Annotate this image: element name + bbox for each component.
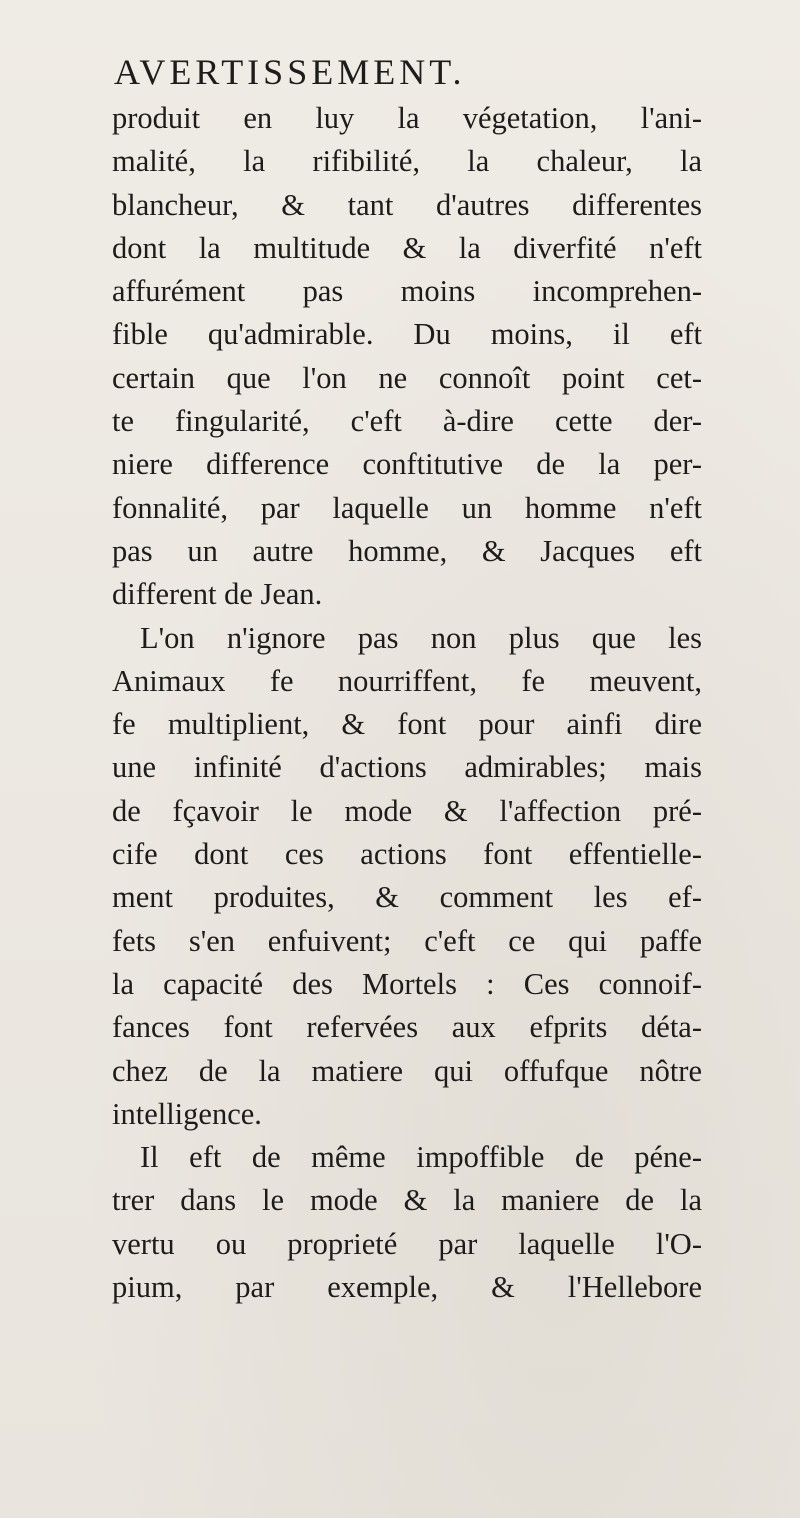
text-line: Animaux fe nourriffent, fe meuvent,	[112, 663, 702, 698]
text-line: certain que l'on ne connoît point cet-	[112, 360, 702, 395]
text-line: trer dans le mode & la maniere de la	[112, 1183, 702, 1218]
text-line: fe multiplient, & font pour ainfi dire	[112, 707, 702, 742]
text-line: dont la multitude & la diverfité n'eft	[112, 230, 702, 265]
body-text	[112, 97, 702, 1309]
text-line: chez de la matiere qui offufque nôtre	[112, 1053, 702, 1088]
text-line: vertu ou proprieté par laquelle l'O-	[112, 1226, 702, 1261]
text-line: pium, par exemple, & l'Hellebore	[112, 1270, 702, 1305]
text-line: fances font refervées aux efprits déta-	[112, 1010, 702, 1045]
text-line: une infinité d'actions admirables; mais	[112, 750, 702, 785]
text-line: de fçavoir le mode & l'affection pré-	[112, 793, 702, 828]
text-line: fible qu'admirable. Du moins, il eft	[112, 317, 702, 352]
text-line: te fingularité, c'eft à-dire cette der-	[112, 404, 702, 439]
text-line: la capacité des Mortels : Ces connoif-	[112, 966, 702, 1001]
text-line: Il eft de même impoffible de péne-	[140, 1140, 702, 1175]
text-line: fonnalité, par laquelle un homme n'eft	[112, 490, 702, 525]
text-line: L'on n'ignore pas non plus que les	[140, 620, 702, 655]
text-line: different de Jean.	[112, 577, 323, 612]
text-line: produit en luy la végetation, l'ani-	[112, 101, 702, 135]
text-line: intelligence.	[112, 1096, 262, 1131]
text-line: blancheur, & tant d'autres differentes	[112, 187, 702, 222]
text-line: ment produites, & comment les ef-	[112, 880, 702, 915]
text-line: niere difference conftitutive de la per-	[112, 447, 702, 482]
text-line: malité, la rifibilité, la chaleur, la	[112, 144, 702, 179]
text-line: affurément pas moins incomprehen-	[112, 274, 702, 309]
text-line: fets s'en enfuivent; c'eft ce qui paffe	[112, 923, 702, 958]
running-header: AVERTISSEMENT.	[114, 52, 466, 92]
text-line: pas un autre homme, & Jacques eft	[112, 533, 702, 568]
text-line: cife dont ces actions font effentielle-	[112, 837, 702, 872]
